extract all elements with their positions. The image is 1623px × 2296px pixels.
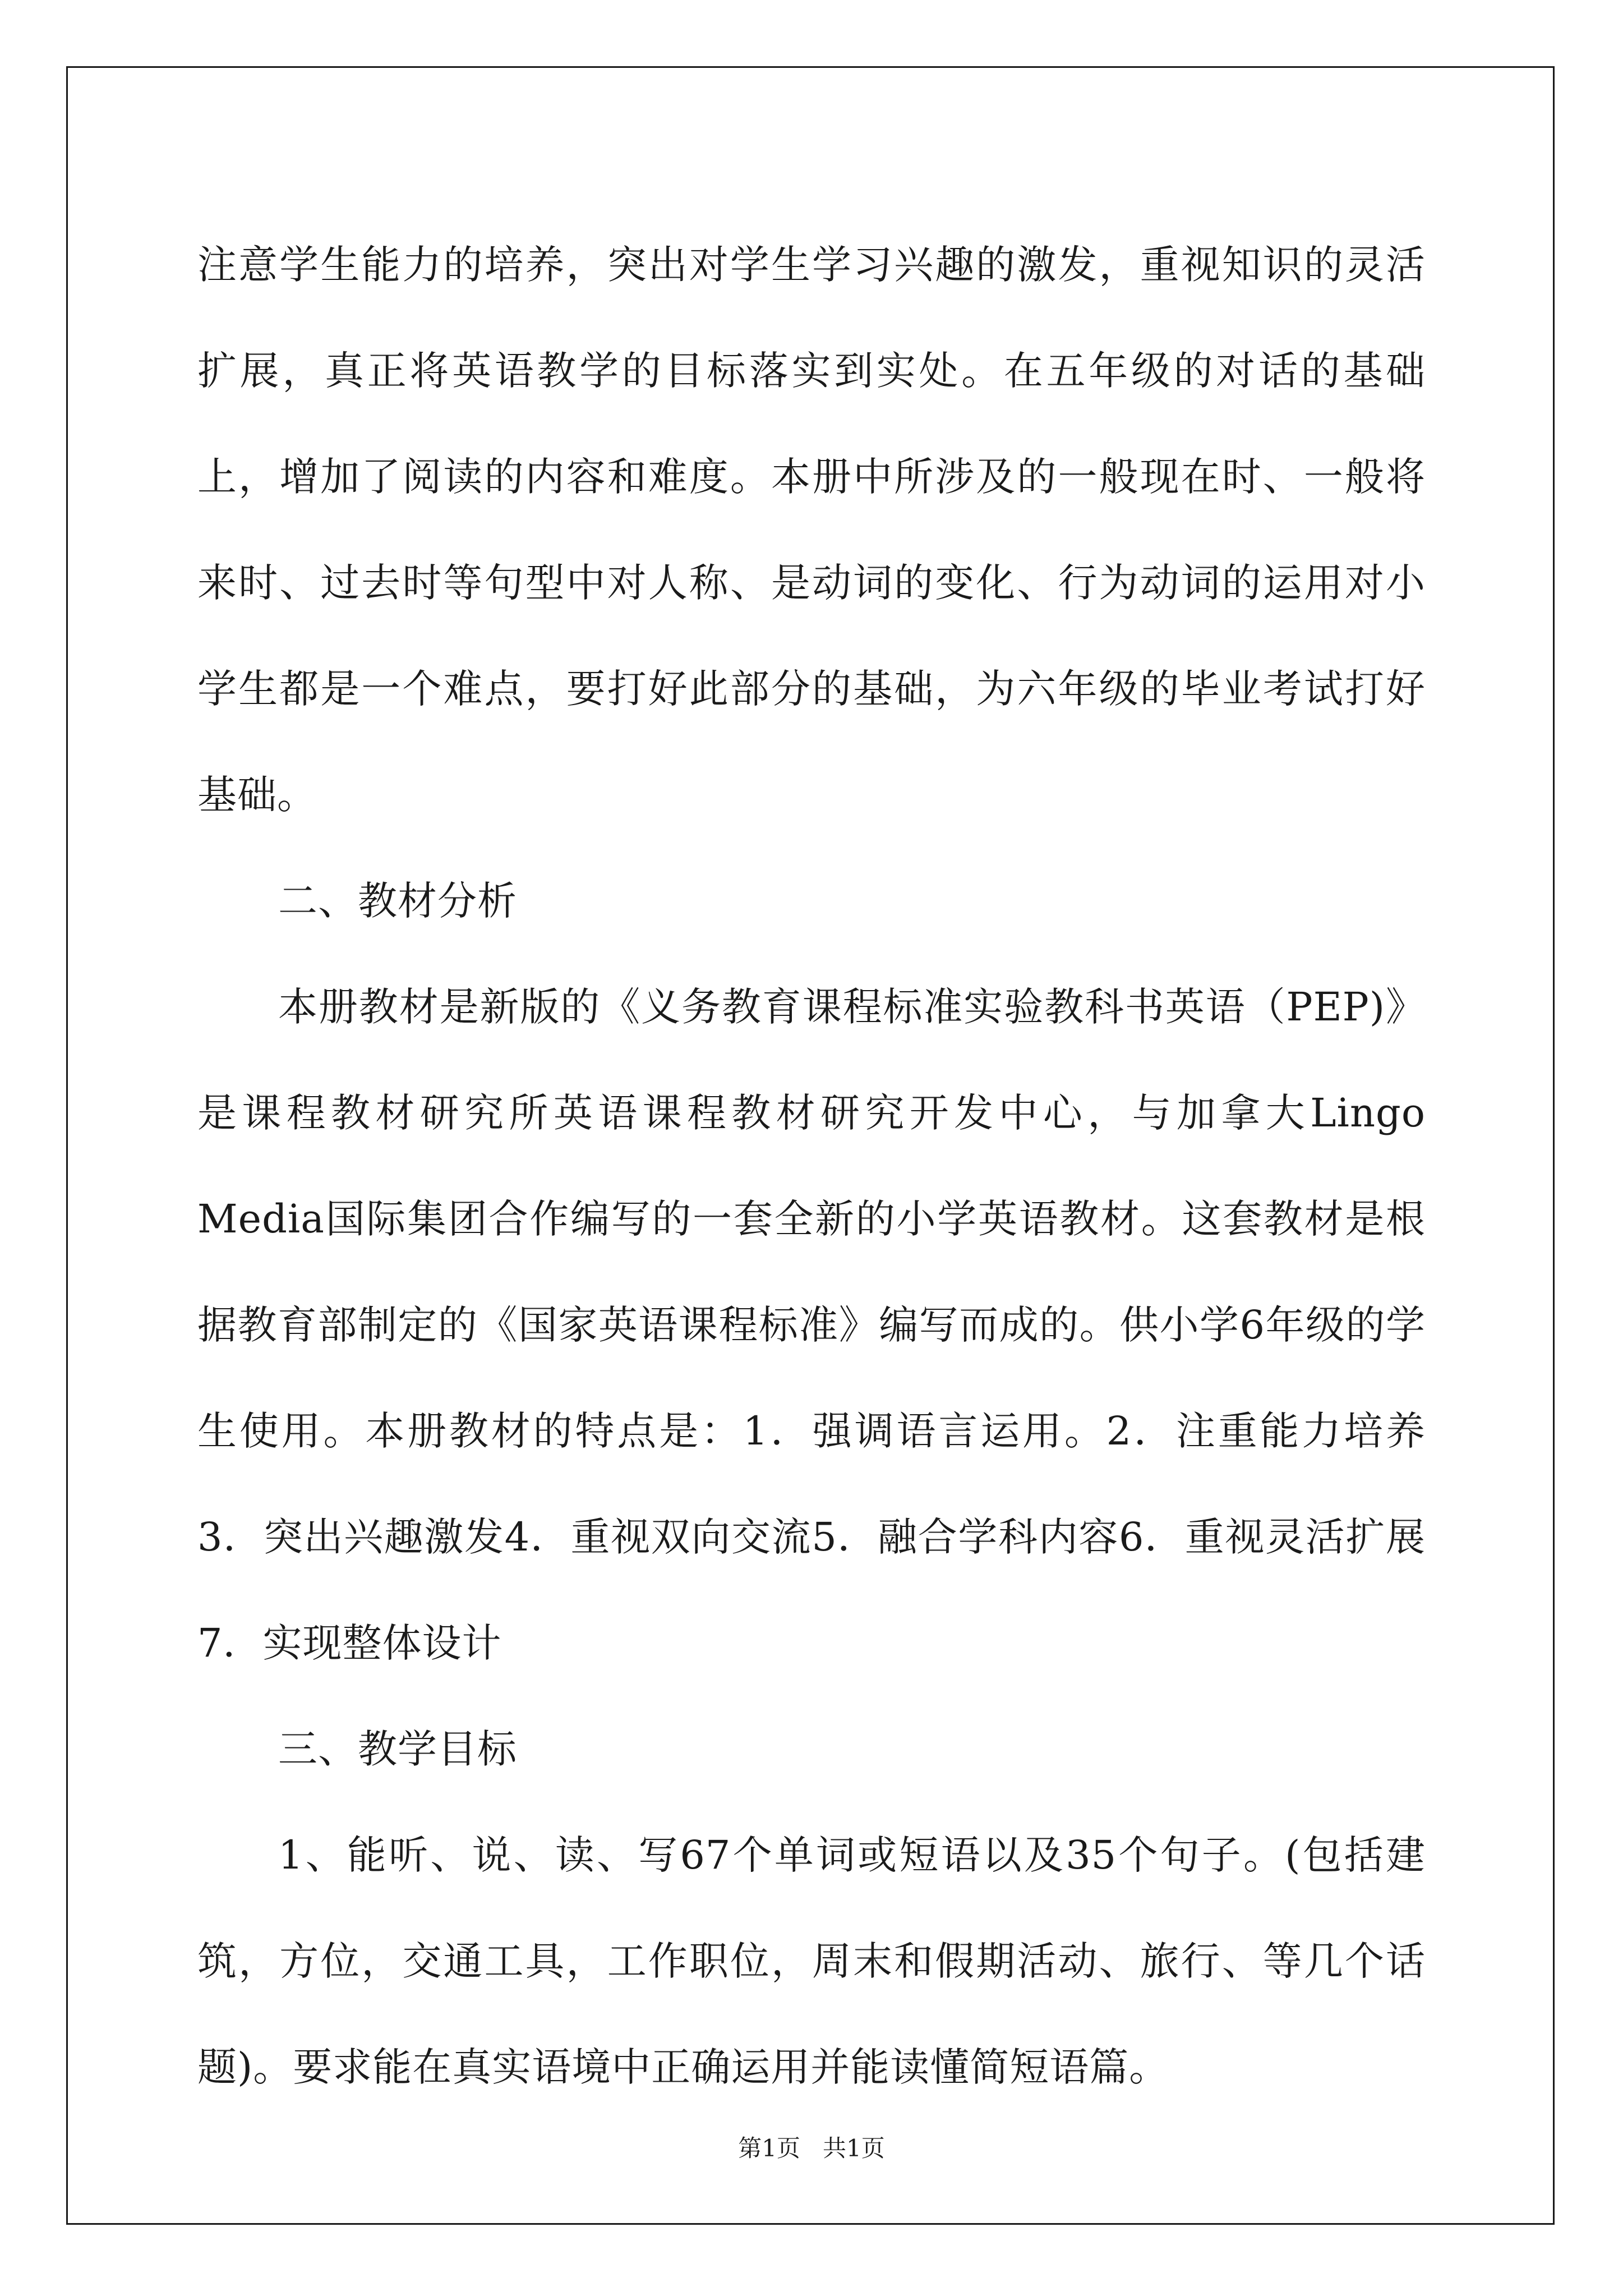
document-body: [197, 212, 1426, 2120]
section-heading-teaching-goals: 三、教学目标: [278, 1726, 517, 1772]
paragraph-intro: 注意学生能力的培养，突出对学生学习兴趣的激发，重视知识的灵活扩展，真正将英语教学的目标落实到实处。在五年级的对话的基础上，增加了阅读的内容和难度。本册中所涉及的一般现在时、一般将来时、过去时等句型中对人称、是动词的变化、行为动词的运用对小学生都是一个难点，要打好此部分的基础，为六年级的毕业考试打好基础。: [197, 242, 1426, 818]
page-total: 共1页: [823, 2134, 885, 2162]
paragraph-teaching-goal-1: 1、能听、说、读、写67个单词或短语以及35个句子。(包括建筑，方位，交通工具，工作职位，周末和假期活动、旅行、等几个话题)。要求能在真实语境中正确运用并能读懂简短语篇。: [197, 1832, 1426, 2090]
page-number: 第1页: [738, 2134, 800, 2162]
page-footer: [0, 2132, 1623, 2165]
paragraph-textbook-analysis: 本册教材是新版的《义务教育课程标准实验教科书英语（PEP)》是课程教材研究所英语课程教材研究开发中心，与加拿大Lingo Media国际集团合作编写的一套全新的小学英语教材。这套教材是根据教育部制定的《国家英语课程标准》编写而成的。供小学6年级的学生使用。本册教材的特点是：1．强调语言运用。2．注重能力培养3．突出兴趣激发4．重视双向交流5．融合学科内容6．重视灵活扩展7．实现整体设计: [197, 984, 1426, 1666]
section-heading-textbook-analysis: 二、教材分析: [278, 878, 517, 924]
